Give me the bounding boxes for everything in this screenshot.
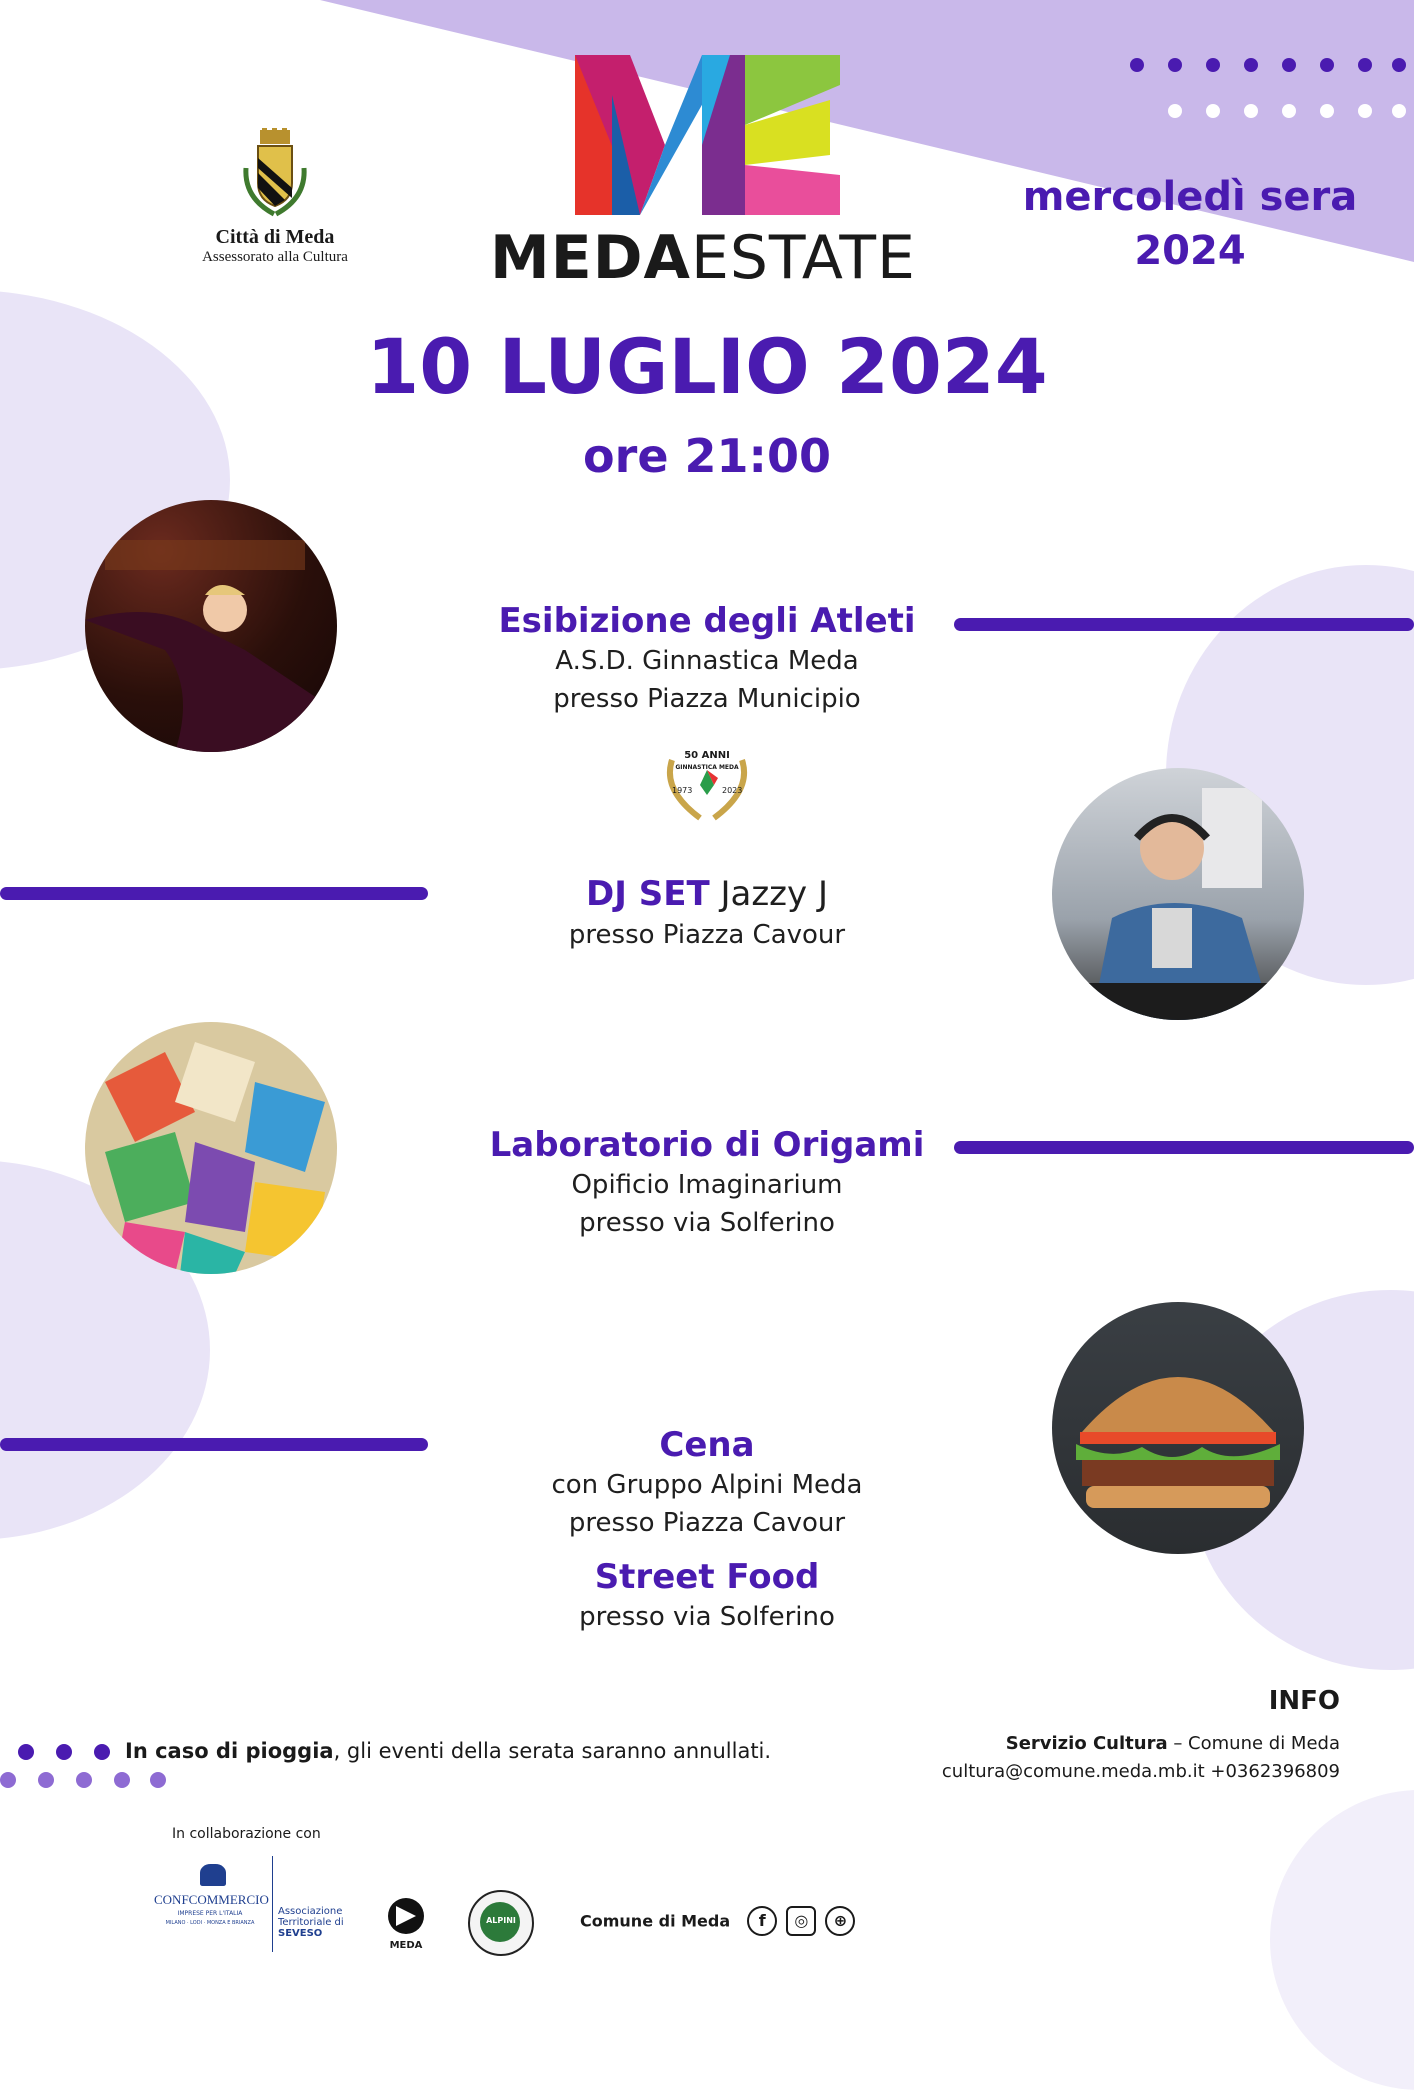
- gymnast-photo: [85, 500, 337, 752]
- assoc-line3: SEVESO: [278, 1928, 323, 1939]
- anniversary-badge: [660, 740, 754, 824]
- event-location: presso via Solferino: [579, 1208, 835, 1238]
- event-athletes: [380, 600, 1034, 718]
- badge-text-1: 50 ANNI: [684, 750, 730, 761]
- comune-name: Comune di Meda: [580, 1911, 731, 1931]
- confcommercio-emblem-icon: [200, 1864, 226, 1886]
- event-street-food: [380, 1556, 1034, 1636]
- confcommercio-logo: [154, 1856, 344, 1952]
- event-time: ore 21:00: [583, 429, 831, 483]
- info-service-rest: – Comune di Meda: [1167, 1733, 1340, 1754]
- event-location: presso Piazza Cavour: [568, 920, 846, 950]
- event-dj-set: [380, 872, 1034, 954]
- assoc-line2: Territoriale di: [278, 1917, 344, 1928]
- medaestate-logo: [490, 55, 930, 293]
- divider-bar-4: [0, 1438, 428, 1451]
- series-text: mercoledì sera: [1022, 174, 1358, 220]
- comune-footer: [580, 1906, 855, 1936]
- me-monogram-icon: [490, 55, 930, 215]
- info-contact[interactable]: cultura@comune.meda.mb.it +0362396809: [941, 1761, 1340, 1782]
- event-title: Laboratorio di Origami: [489, 1125, 925, 1165]
- event-title: Street Food: [594, 1557, 820, 1597]
- event-detail: Opificio Imaginarium: [571, 1170, 843, 1200]
- event-detail: A.S.D. Ginnastica Meda: [555, 646, 859, 676]
- badge-year-end: 2023: [722, 786, 743, 795]
- rain-notice: [125, 1736, 825, 1766]
- assoc-line1: Associazione: [278, 1906, 343, 1917]
- dj-photo: [1052, 768, 1304, 1020]
- series-year: 2024: [1134, 228, 1246, 274]
- event-title: Cena: [659, 1425, 755, 1465]
- event-detail: con Gruppo Alpini Meda: [551, 1470, 863, 1500]
- event-dinner: [380, 1424, 1034, 1542]
- event-title: DJ SET: [586, 874, 710, 914]
- confcommercio-name: CONFCOMMERCIO: [154, 1892, 269, 1907]
- meda-sport-logo: [384, 1896, 428, 1956]
- meda-sport-text: MEDA: [389, 1940, 423, 1951]
- event-location: presso Piazza Cavour: [568, 1508, 846, 1538]
- bg-circle-right-bottom: [1270, 1790, 1414, 2090]
- facebook-icon[interactable]: f: [747, 1906, 777, 1936]
- rain-notice-text: , gli eventi della serata saranno annullati.: [333, 1739, 772, 1763]
- divider-bar-2: [0, 887, 428, 900]
- city-crest-logo: [190, 128, 360, 266]
- event-location: presso via Solferino: [579, 1602, 835, 1632]
- alpini-text: ALPINI: [486, 1916, 516, 1925]
- event-title-suffix: Jazzy J: [720, 874, 828, 914]
- collab-label: In collaborazione con: [172, 1826, 321, 1842]
- logo-word-bold: MEDA: [490, 223, 691, 293]
- city-crest-icon: [240, 128, 310, 218]
- logo-word-light: ESTATE: [690, 223, 916, 293]
- burger-photo: [1052, 1302, 1304, 1554]
- badge-year-start: 1973: [672, 786, 693, 795]
- confcommercio-divider: [272, 1856, 273, 1952]
- meda-sport-icon: [386, 1896, 426, 1936]
- city-office: Assessorato alla Cultura: [202, 249, 348, 265]
- city-name: Città di Meda: [215, 226, 335, 248]
- alpini-logo: [468, 1890, 534, 1956]
- info-heading: INFO: [1268, 1686, 1340, 1716]
- info-block: [880, 1684, 1340, 1786]
- rain-notice-bold: In caso di pioggia: [125, 1739, 334, 1763]
- origami-photo: [85, 1022, 337, 1274]
- series-label: [1010, 170, 1370, 278]
- info-service-bold: Servizio Cultura: [1005, 1733, 1168, 1754]
- web-icon[interactable]: ⊕: [825, 1906, 855, 1936]
- confcommercio-sub: IMPRESE PER L'ITALIA: [177, 1910, 243, 1917]
- badge-text-2: GINNASTICA MEDA: [675, 764, 739, 771]
- event-title: Esibizione degli Atleti: [498, 601, 916, 641]
- event-origami: [380, 1124, 1034, 1242]
- instagram-icon[interactable]: ◎: [786, 1906, 816, 1936]
- event-location: presso Piazza Municipio: [553, 684, 861, 714]
- event-date: 10 LUGLIO 2024: [366, 322, 1048, 411]
- confcommercio-area: MILANO · LODI · MONZA E BRIANZA: [165, 1920, 255, 1926]
